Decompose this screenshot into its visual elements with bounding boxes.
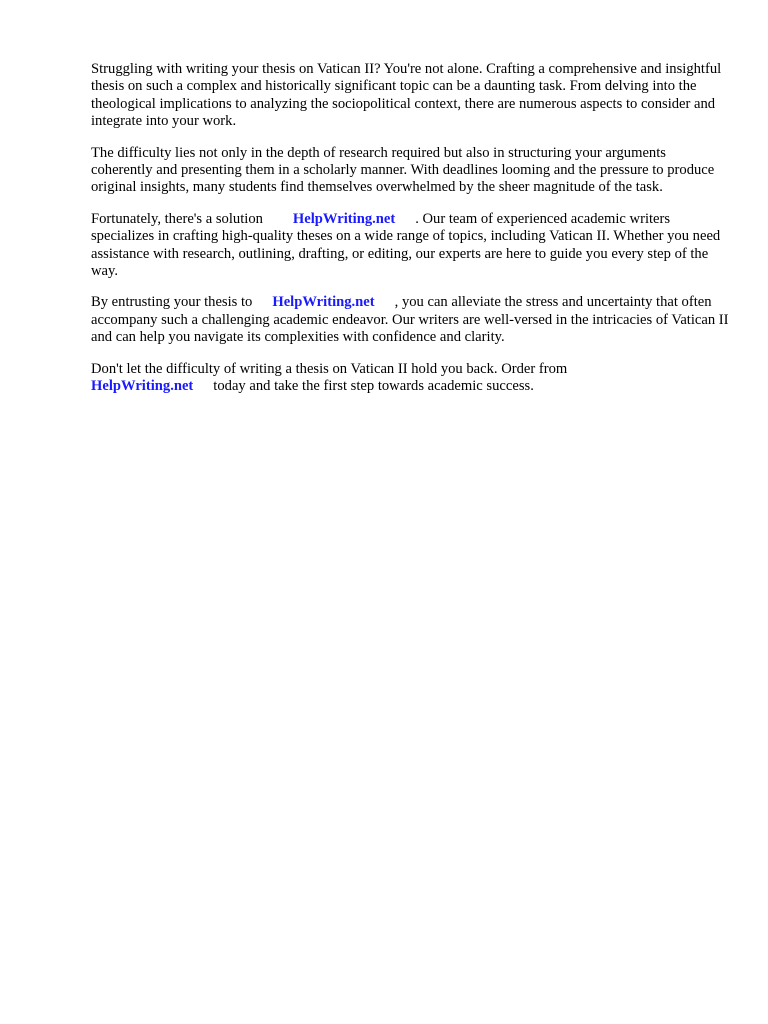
paragraph-intro: Struggling with writing your thesis on Vatican II? You're not alone. Crafting a comprehensive and insightful thesis on such a complex and historically significant topic can be a daunting task. From delving into the theological implications to analyzing the sociopolitical context, there are numerous aspects to consider and integrate into your work. xyxy=(91,61,722,130)
paragraph-entrust-before: By entrusting your thesis to xyxy=(91,294,253,311)
paragraph-cta xyxy=(91,361,731,396)
paragraph-difficulty: The difficulty lies not only in the depth of research required but also in structuring your arguments coherently and presenting them in a scholarly manner. With deadlines looming and the pressure to produce original insights, many students find themselves overwhelmed by the sheer magnitude of the task. xyxy=(91,144,715,196)
paragraph-cta-after: today and take the first step towards academic success. xyxy=(213,378,534,395)
paragraph-entrust-after: , you can alleviate the stress and uncertainty that often accompany such a challenging academic endeavor. Our writers are well-versed in the intricacies of Vatican II and can help you navigate its complexities with confidence and clarity. xyxy=(91,294,729,346)
helpwriting-link-3[interactable]: HelpWriting.net xyxy=(91,378,194,395)
paragraph-solution xyxy=(91,211,731,281)
document-body xyxy=(91,61,731,410)
helpwriting-link-2[interactable]: HelpWriting.net xyxy=(272,294,375,311)
paragraph-cta-before: Don't let the difficulty of writing a thesis on Vatican II hold you back. Order from xyxy=(91,360,568,377)
paragraph-solution-before: Fortunately, there's a solution xyxy=(91,210,263,227)
helpwriting-link-1[interactable]: HelpWriting.net xyxy=(292,210,396,227)
paragraph-solution-after: . Our team of experienced academic writers specializes in crafting high-quality theses on a wide range of topics, including Vatican II. Whether you need assistance with research, outlining, drafting, or editing, our experts are here to guide you every step of the way. xyxy=(91,210,721,280)
paragraph-entrust xyxy=(91,294,731,346)
